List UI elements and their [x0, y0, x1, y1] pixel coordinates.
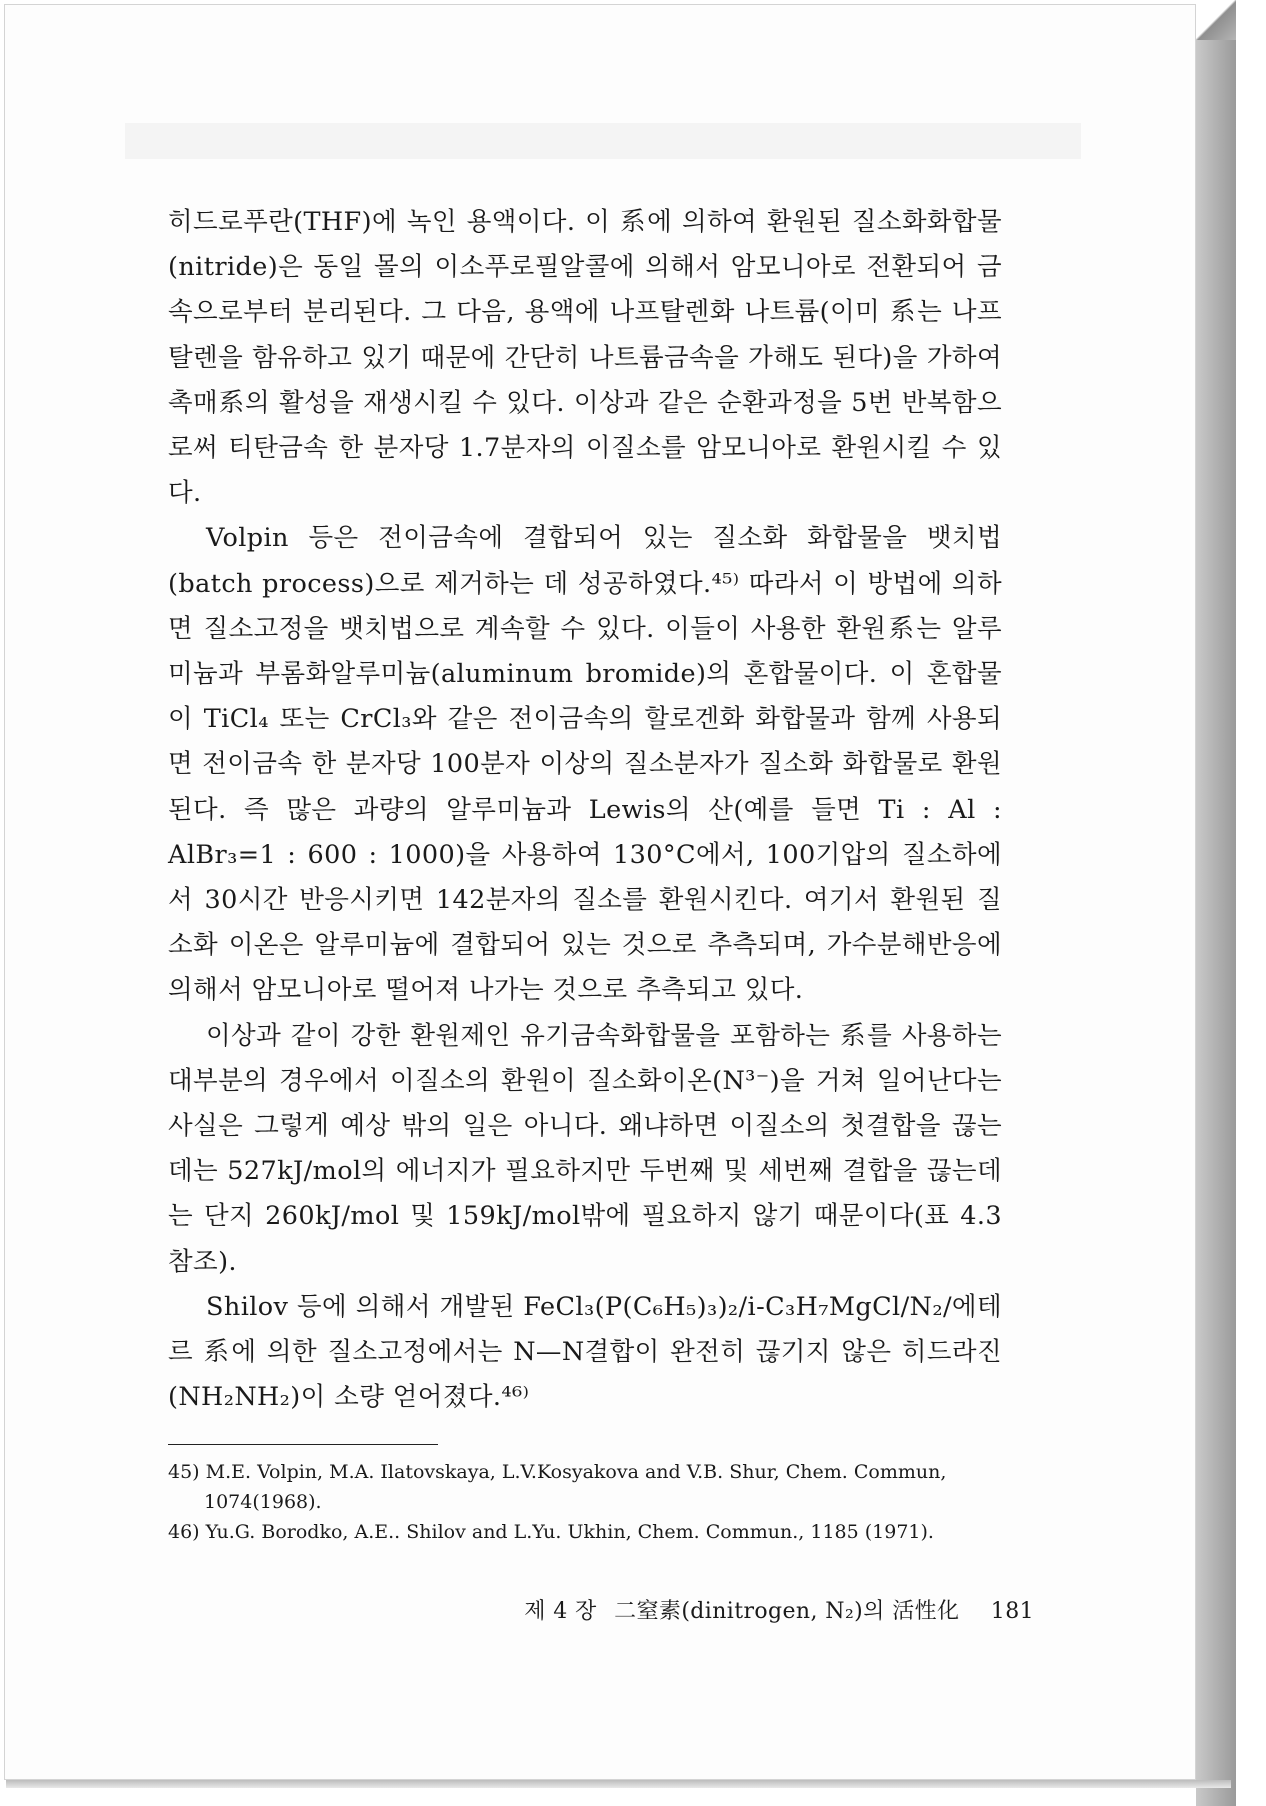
chapter-title: 二窒素(dinitrogen, N₂)의 活性化 — [614, 1599, 960, 1624]
page-number: 181 — [990, 1599, 1034, 1624]
paragraph-3: 이상과 같이 강한 환원제인 유기금속화합물을 포함하는 系를 사용하는 대부분의 경우에서 이질소의 환원이 질소화이온(N³⁻)을 거쳐 일어난다는 사실은 그렇게 예상 밖의 일은 아니다. 왜냐하면 이질소의 첫결합을 끊는 데는 527kJ/mol의 에너지가 필요하지만 두번째 및 세번째 결합을 끊는데는 단지 260kJ/mol 및 159kJ/mol밖에 필요하지 않기 때문이다(표 4.3 참조). — [168, 1020, 1002, 1277]
page-body — [168, 200, 1002, 1547]
page-edge-shadow — [1196, 0, 1236, 1806]
paragraph-2: Volpin 등은 전이금속에 결합되어 있는 질소화 화합물을 뱃치법(batch process)으로 제거하는 데 성공하였다.⁴⁵⁾ 따라서 이 방법에 의하면 질소고정을 뱃치법으로 계속할 수 있다. 이들이 사용한 환원系는 알루미늄과 부롬화알루미늄(aluminum bromide)의 혼합물이다. 이 혼합물이 TiCl₄ 또는 CrCl₃와 같은 전이금속의 할로겐화 화합물과 함께 사용되면 전이금속 한 분자당 100분자 이상의 질소분자가 질소화 화합물로 환원된다. 즉 많은 과량의 알루미늄과 Lewis의 산(예를 들면 Ti : Al : AlBr₃=1 : 600 : 1000)을 사용하여 130°C에서, 100기압의 질소하에서 30시간 반응시키면 142분자의 질소를 환원시킨다. 여기서 환원된 질소화 이온은 알루미늄에 결합되어 있는 것으로 추측되며, 가수분해반응에 의해서 암모니아로 떨어져 나가는 것으로 추측되고 있다. — [168, 523, 1002, 1006]
running-footer — [514, 1594, 1034, 1625]
chapter-label: 제 4 장 — [524, 1599, 597, 1624]
footnote-46: 46) Yu.G. Borodko, A.E.. Shilov and L.Yu. Ukhin, Chem. Commun., 1185 (1971). — [168, 1521, 934, 1544]
paragraph-1: 히드로푸란(THF)에 녹인 용액이다. 이 系에 의하여 환원된 질소화화합물(nitride)은 동일 몰의 이소푸로필알콜에 의해서 암모니아로 전환되어 금속으로부터 분리된다. 그 다음, 용액에 나프탈렌화 나트륨(이미 系는 나프탈렌을 함유하고 있기 때문에 간단히 나트륨금속을 가해도 된다)을 가하여 촉매系의 활성을 재생시킬 수 있다. 이상과 같은 순환과정을 5번 반복함으로써 티탄금속 한 분자당 1.7분자의 이질소를 암모니아로 환원시킬 수 있다. — [168, 207, 1002, 509]
paragraph-4: Shilov 등에 의해서 개발된 FeCl₃(P(C₆H₅)₃)₂/i-C₃H₇MgCl/N₂/에테르 系에 의한 질소고정에서는 N—N결합이 완전히 끊기지 않은 히드라진(NH₂NH₂)이 소량 얻어졌다.⁴⁶⁾ — [168, 1291, 1002, 1413]
footnote-divider — [168, 1444, 438, 1445]
page-curl-corner — [1196, 0, 1236, 40]
scan-band — [125, 123, 1081, 159]
footnote-45: 45) M.E. Volpin, M.A. Ilatovskaya, L.V.Kosyakova and V.B. Shur, Chem. Commun, 1074(1968). — [168, 1461, 947, 1514]
page-bottom-shadow — [6, 1780, 1231, 1788]
